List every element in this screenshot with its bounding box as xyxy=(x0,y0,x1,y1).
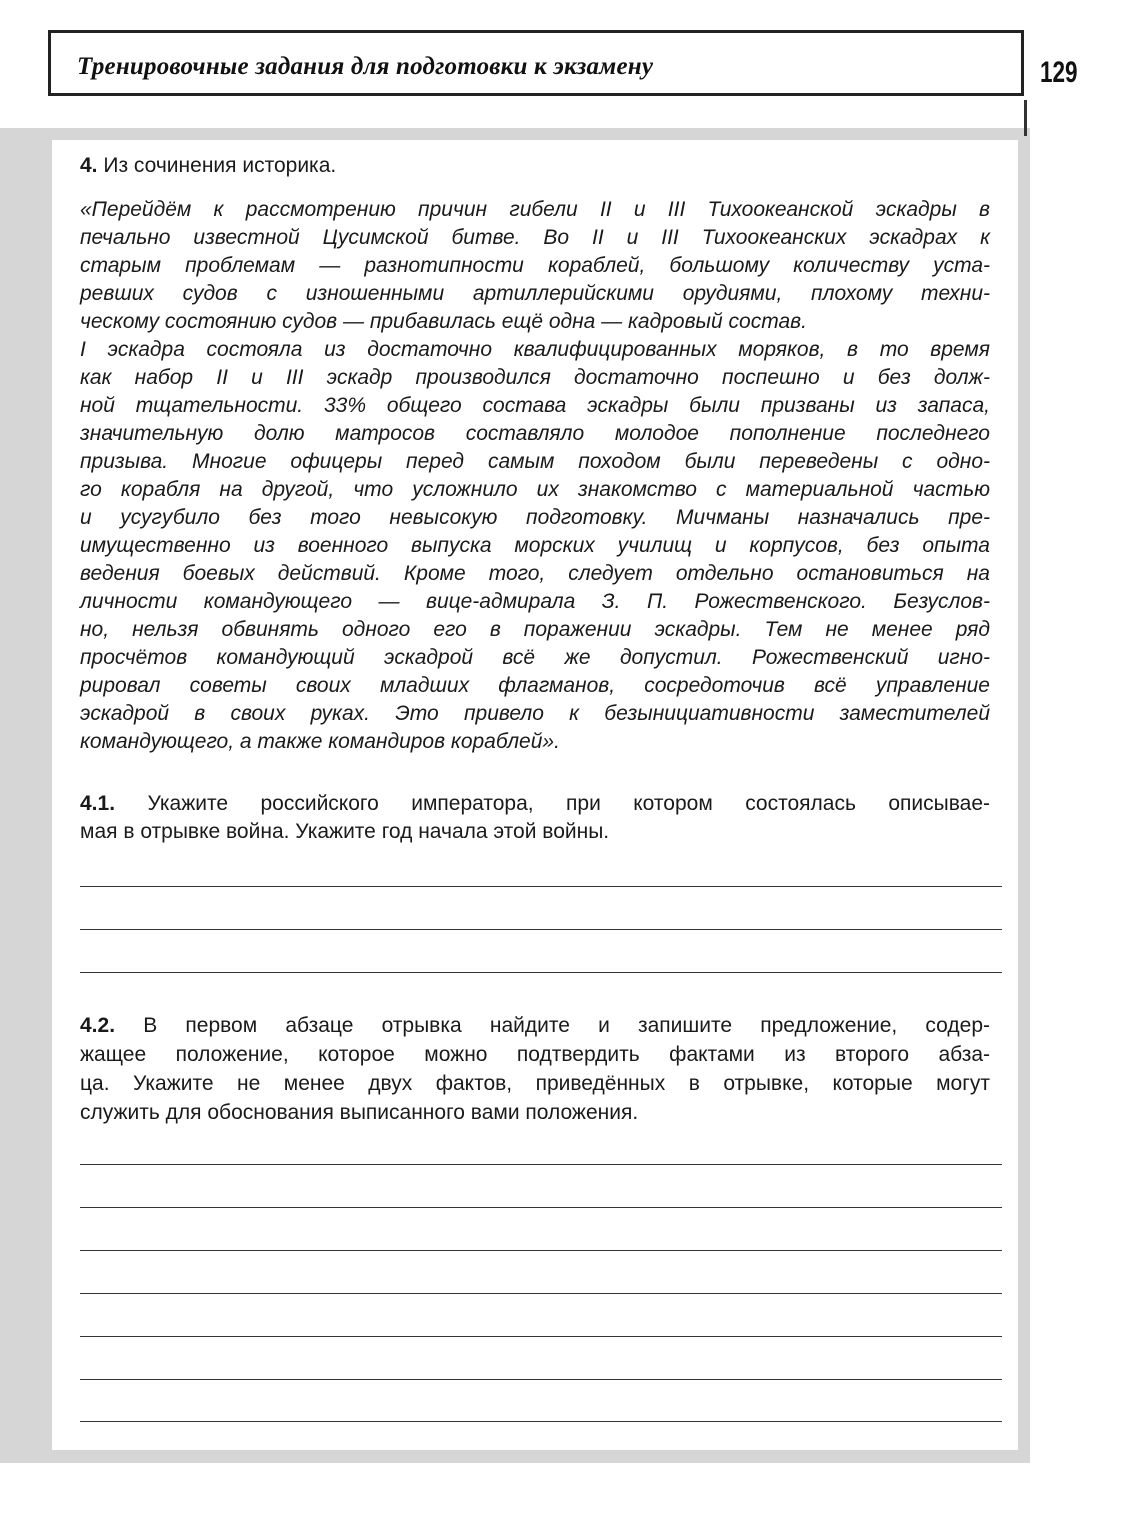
section-title: Тренировочные задания для подготовки к экзамену xyxy=(77,53,654,80)
answer-line-4-2[interactable] xyxy=(80,1293,1002,1294)
question-4-2-line: ца. Укажите не менее двух фактов, приведённых в отрывке, которые могут xyxy=(80,1072,990,1095)
excerpt-line: ведения боевых действий. Кроме того, следует отдельно остановиться на xyxy=(80,562,990,585)
answer-line-4-2[interactable] xyxy=(80,1421,1002,1422)
excerpt-line: ревших судов с изношенными артиллерийскими орудиями, плохому техни- xyxy=(80,282,990,305)
question-4-1-line: мая в отрывке война. Укажите год начала этой войны. xyxy=(80,820,610,843)
excerpt-line: как набор II и III эскадр производился достаточно поспешно и без долж- xyxy=(80,366,990,389)
excerpt-line: имущественно из военного выпуска морских училищ и корпусов, без опыта xyxy=(80,534,990,557)
question-4-1-line: 4.1. Укажите российского императора, при котором состоялась описывае- xyxy=(80,792,991,815)
excerpt-line: значительную долю матросов составляло молодое пополнение последнего xyxy=(80,422,990,445)
task-number: 4. xyxy=(80,154,98,177)
excerpt-line: печально известной Цусимской битве. Во II и III Тихоокеанских эскадрах к xyxy=(80,226,990,249)
excerpt-line: но, нельзя обвинять одного его в поражении эскадры. Тем не менее ряд xyxy=(80,618,990,641)
excerpt-line: эскадрой в своих руках. Это привело к безынициативности заместителей xyxy=(80,702,990,725)
answer-line-4-1[interactable] xyxy=(80,972,1002,973)
excerpt-line: ной тщательности. 33% общего состава эскадры были призваны из запаса, xyxy=(80,394,990,417)
section-header xyxy=(48,30,1024,96)
answer-line-4-2[interactable] xyxy=(80,1207,1002,1208)
answer-line-4-2[interactable] xyxy=(80,1379,1002,1380)
question-4-2-number: 4.2. xyxy=(80,1014,116,1037)
excerpt-line: го корабля на другой, что усложнило их знакомство с материальной частью xyxy=(80,478,990,501)
excerpt-line: старым проблемам — разнотипности кораблей, большому количеству уста- xyxy=(80,254,990,277)
answer-line-4-2[interactable] xyxy=(80,1164,1002,1165)
excerpt-line: I эскадра состояла из достаточно квалифицированных моряков, в то время xyxy=(80,338,990,361)
question-4-2-line: жащее положение, которое можно подтвердить фактами из второго абза- xyxy=(80,1043,990,1066)
answer-line-4-2[interactable] xyxy=(80,1336,1002,1337)
page-number: 129 xyxy=(1040,56,1078,89)
question-4-2-line: 4.2. В первом абзаце отрывка найдите и запишите предложение, содер- xyxy=(80,1014,990,1037)
question-4-1-number: 4.1. xyxy=(80,792,116,815)
task-intro xyxy=(80,152,990,180)
task-intro-text: Из сочинения историка. xyxy=(103,154,337,177)
excerpt-line: просчётов командующий эскадрой всё же допустил. Рожественский игно- xyxy=(80,646,990,669)
excerpt-line: и усугубило без того невысокую подготовку. Мичманы назначались пре- xyxy=(80,506,990,529)
excerpt-line: личности командующего — вице-адмирала З. П. Рожественского. Безуслов- xyxy=(80,590,990,613)
answer-line-4-2[interactable] xyxy=(80,1250,1002,1251)
excerpt-line: рировал советы своих младших флагманов, сосредоточив всё управление xyxy=(80,674,990,697)
excerpt-line: ческому состоянию судов — прибавилась ещё одна — кадровый состав. xyxy=(80,310,807,333)
excerpt-line: «Перейдём к рассмотрению причин гибели II и III Тихоокеанской эскадры в xyxy=(80,198,990,221)
question-4-2-line: служить для обоснования выписанного вами положения. xyxy=(80,1101,639,1124)
answer-line-4-1[interactable] xyxy=(80,929,1002,930)
excerpt-line: командующего, а также командиров кораблей». xyxy=(80,730,560,753)
excerpt-line: призыва. Многие офицеры перед самым походом были переведены с одно- xyxy=(80,450,990,473)
answer-line-4-1[interactable] xyxy=(80,886,1002,887)
panel-divider xyxy=(1024,100,1027,136)
